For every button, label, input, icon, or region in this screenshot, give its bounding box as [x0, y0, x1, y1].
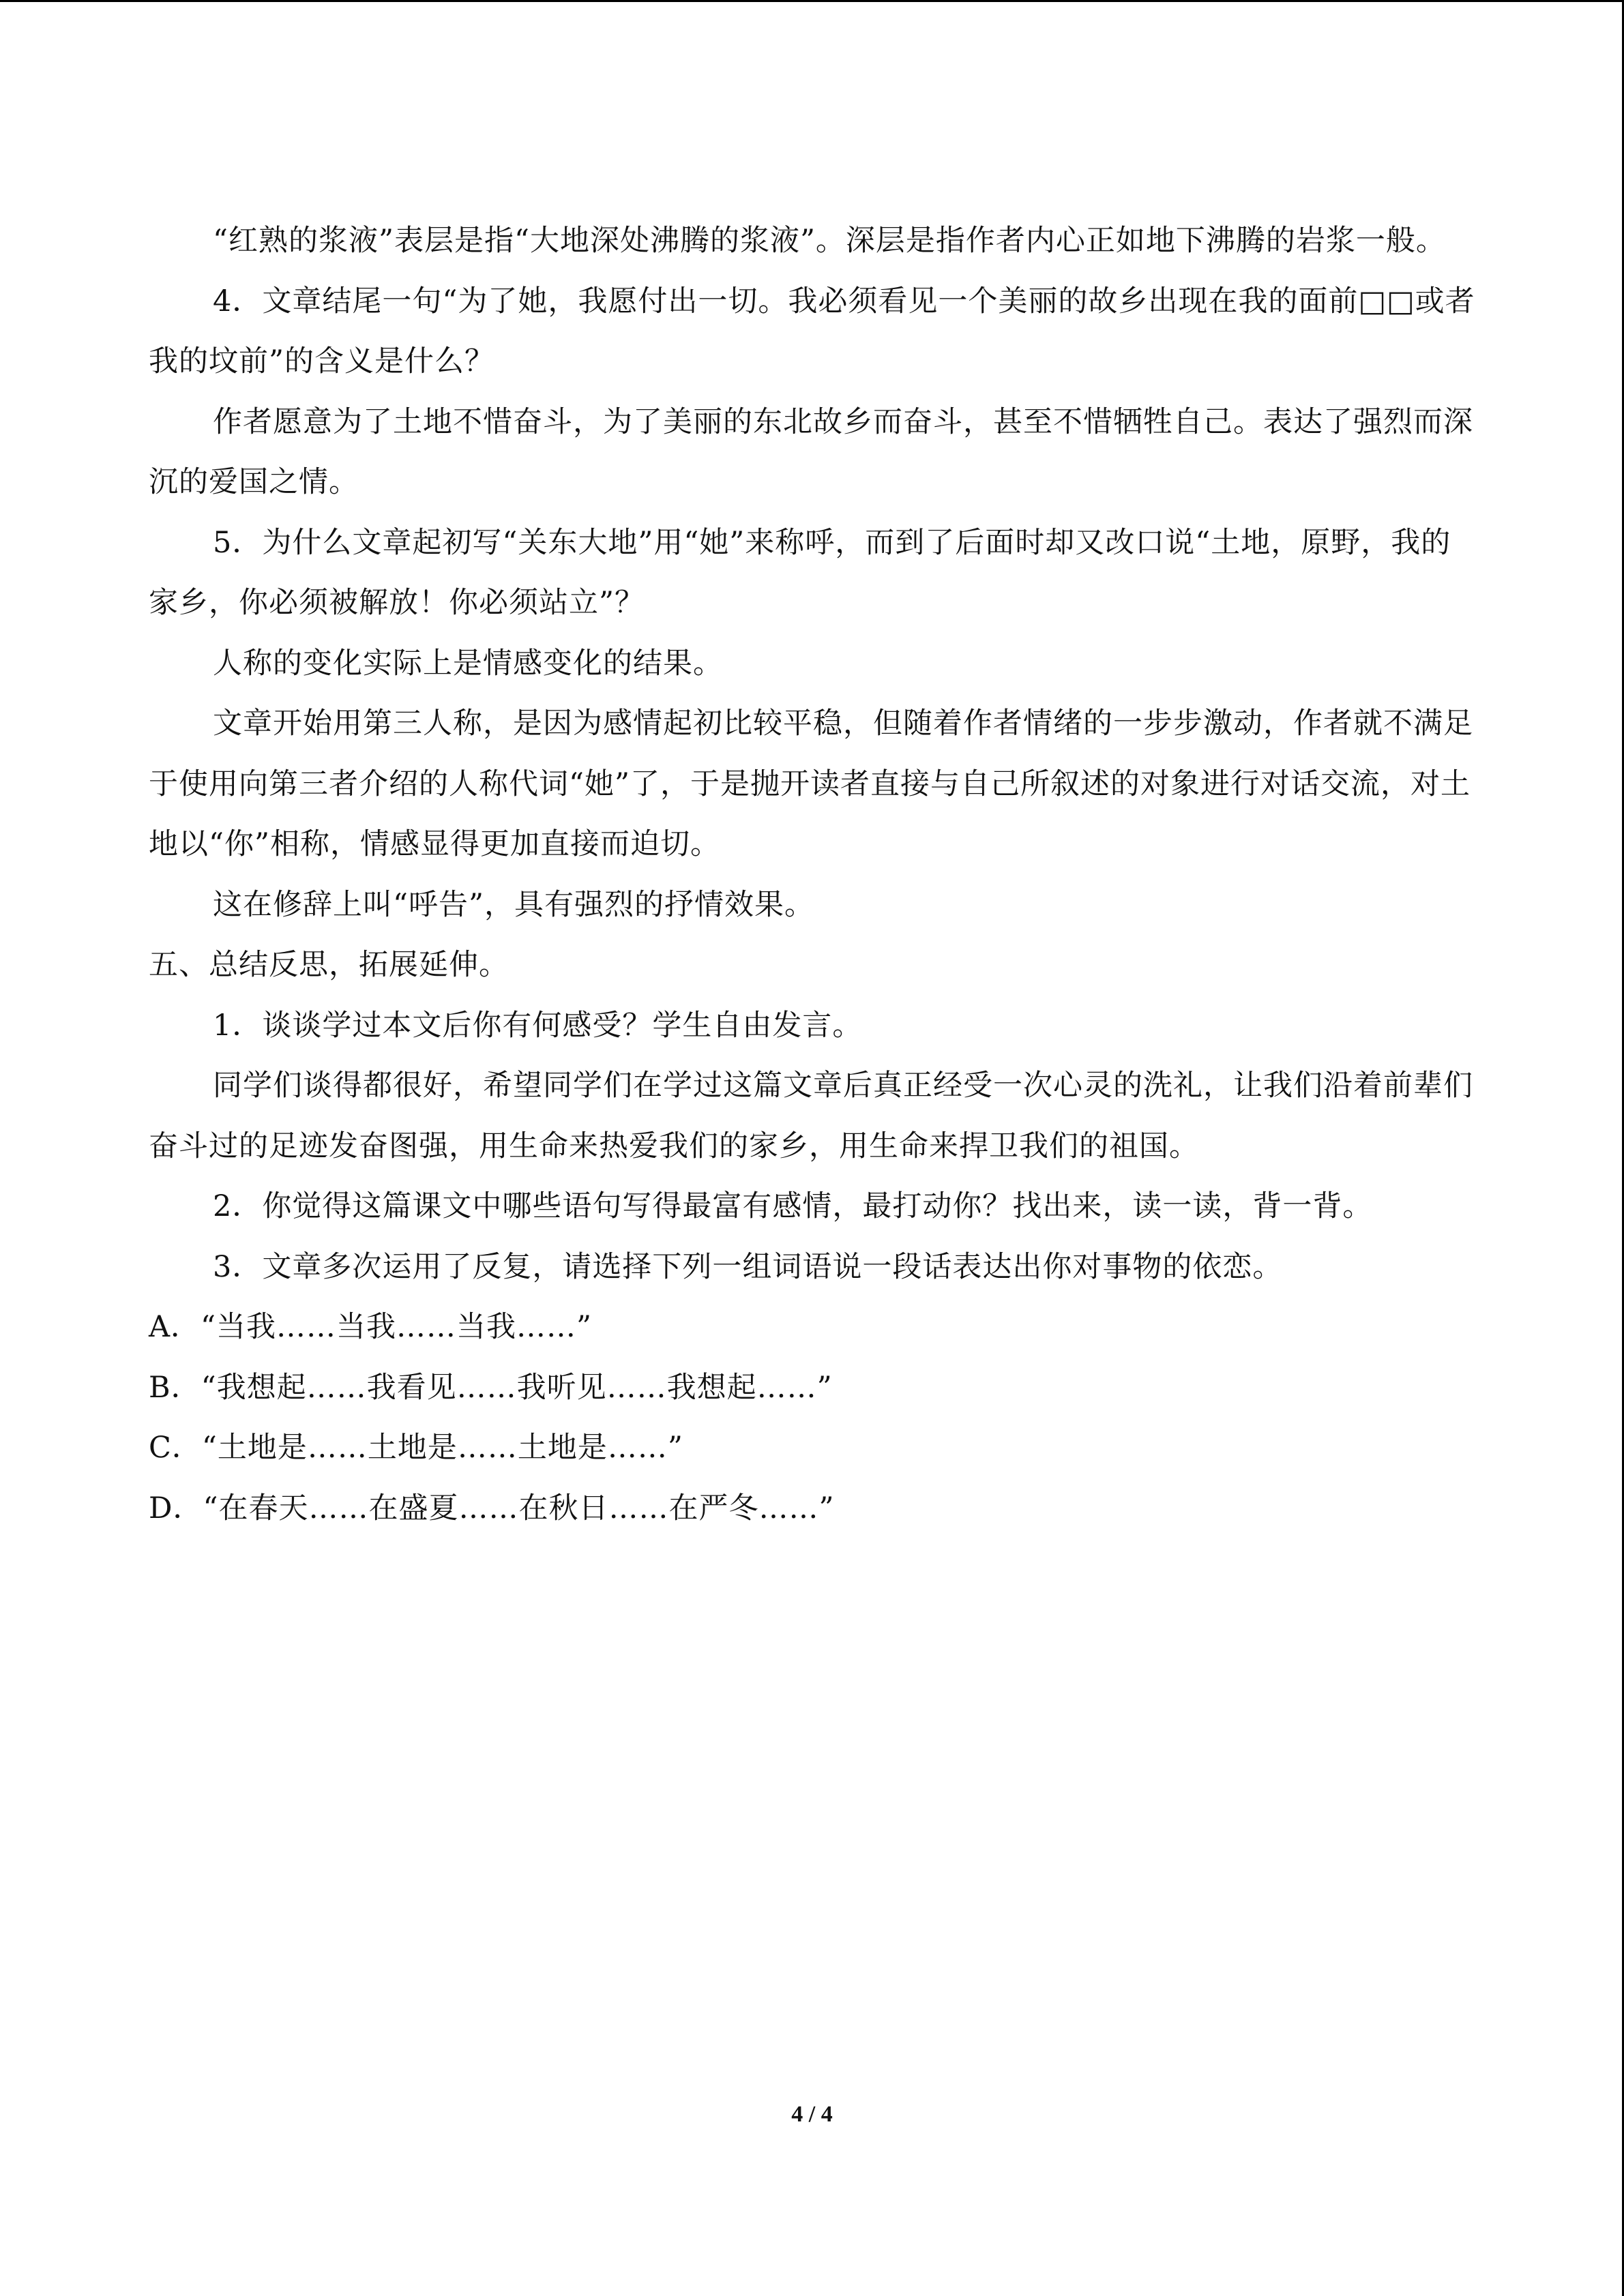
- document-body: [149, 211, 1480, 1538]
- answer-5-summary: 人称的变化实际上是情感变化的结果。: [213, 646, 723, 681]
- option-a: A．“当我……当我……当我……”: [149, 1310, 593, 1344]
- extension-question-1: 1．谈谈学过本文后你有何感受？学生自由发言。: [213, 1008, 863, 1043]
- option-b: B．“我想起……我看见……我听见……我想起……”: [149, 1370, 833, 1405]
- option-c: C．“土地是……土地是……土地是……”: [149, 1431, 683, 1465]
- rhetoric-note: 这在修辞上叫“呼告”，具有强烈的抒情效果。: [213, 887, 814, 922]
- extension-question-2: 2．你觉得这篇课文中哪些语句写得最富有感情，最打动你？找出来，读一读，背一背。: [213, 1189, 1373, 1223]
- question-4: 4．文章结尾一句“为了她，我愿付出一切。我必须看见一个美丽的故乡出现在我的面前□□或者我的坟前”的含义是什么？: [149, 284, 1475, 378]
- page-number: 4 / 4: [791, 2102, 833, 2127]
- extension-question-3: 3．文章多次运用了反复，请选择下列一组词语说一段话表达出你对事物的依恋。: [213, 1249, 1283, 1284]
- section-heading-summary: 五、总结反思，拓展延伸。: [149, 948, 509, 982]
- option-d: D．“在春天……在盛夏……在秋日……在严冬……”: [149, 1491, 835, 1525]
- question-5: 5．为什么文章起初写“关东大地”用“她”来称呼，而到了后面时却又改口说“土地，原野，我的家乡，你必须被解放！你必须站立”？: [149, 525, 1451, 620]
- paragraph-lava-meaning: “红熟的浆液”表层是指“大地深处沸腾的浆液”。深层是指作者内心正如地下沸腾的岩浆一般。: [213, 224, 1446, 258]
- answer-5-detail: 文章开始用第三人称，是因为感情起初比较平稳，但随着作者情绪的一步步激动，作者就不满足于使用向第三者介绍的人称代词“她”了，于是抛开读者直接与自己所叙述的对象进行对话交流，对土地以“你”相称，情感显得更加直接而迫切。: [149, 706, 1473, 861]
- answer-4: 作者愿意为了土地不惜奋斗，为了美丽的东北故乡而奋斗，甚至不惜牺牲自己。表达了强烈而深沉的爱国之情。: [149, 404, 1473, 499]
- teacher-comment: 同学们谈得都很好，希望同学们在学过这篇文章后真正经受一次心灵的洗礼，让我们沿着前辈们奋斗过的足迹发奋图强，用生命来热爱我们的家乡，用生命来捍卫我们的祖国。: [149, 1069, 1473, 1163]
